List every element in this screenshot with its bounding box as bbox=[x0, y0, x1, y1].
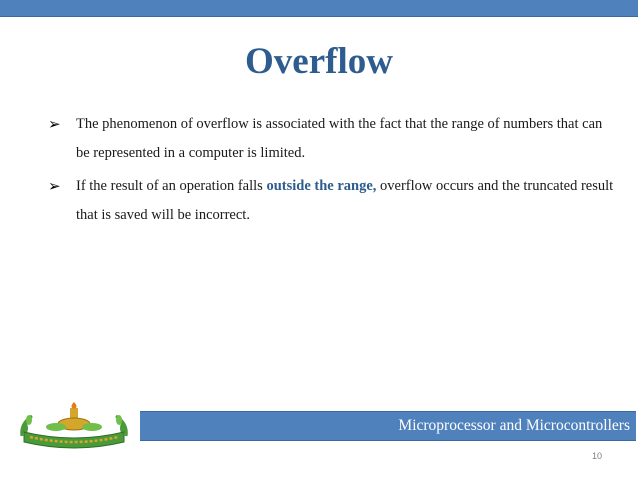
footer-course-title: Microprocessor and Microcontrollers bbox=[398, 417, 630, 434]
bullet-item bbox=[48, 110, 618, 168]
arrowhead-bullet-icon: ➢ bbox=[48, 177, 61, 195]
bullet-emphasis: outside the range, bbox=[266, 178, 377, 194]
top-banner-bar bbox=[0, 0, 638, 17]
slide-body bbox=[48, 110, 618, 234]
footer-bar bbox=[140, 411, 636, 441]
bullet-text-after: overflow occurs and the truncated result that is saved will be incorrect. bbox=[76, 178, 614, 223]
arrowhead-bullet-icon: ➢ bbox=[48, 115, 61, 133]
university-crest-logo bbox=[16, 402, 132, 452]
bullet-text: The phenomenon of overflow is associated with the fact that the range of numbers that can be represented in a computer is limited. bbox=[76, 116, 603, 161]
bullet-item bbox=[48, 172, 618, 230]
bullet-text-before: If the result of an operation falls bbox=[76, 178, 267, 194]
slide-title: Overflow bbox=[245, 41, 393, 82]
page-number: 10 bbox=[591, 451, 602, 461]
